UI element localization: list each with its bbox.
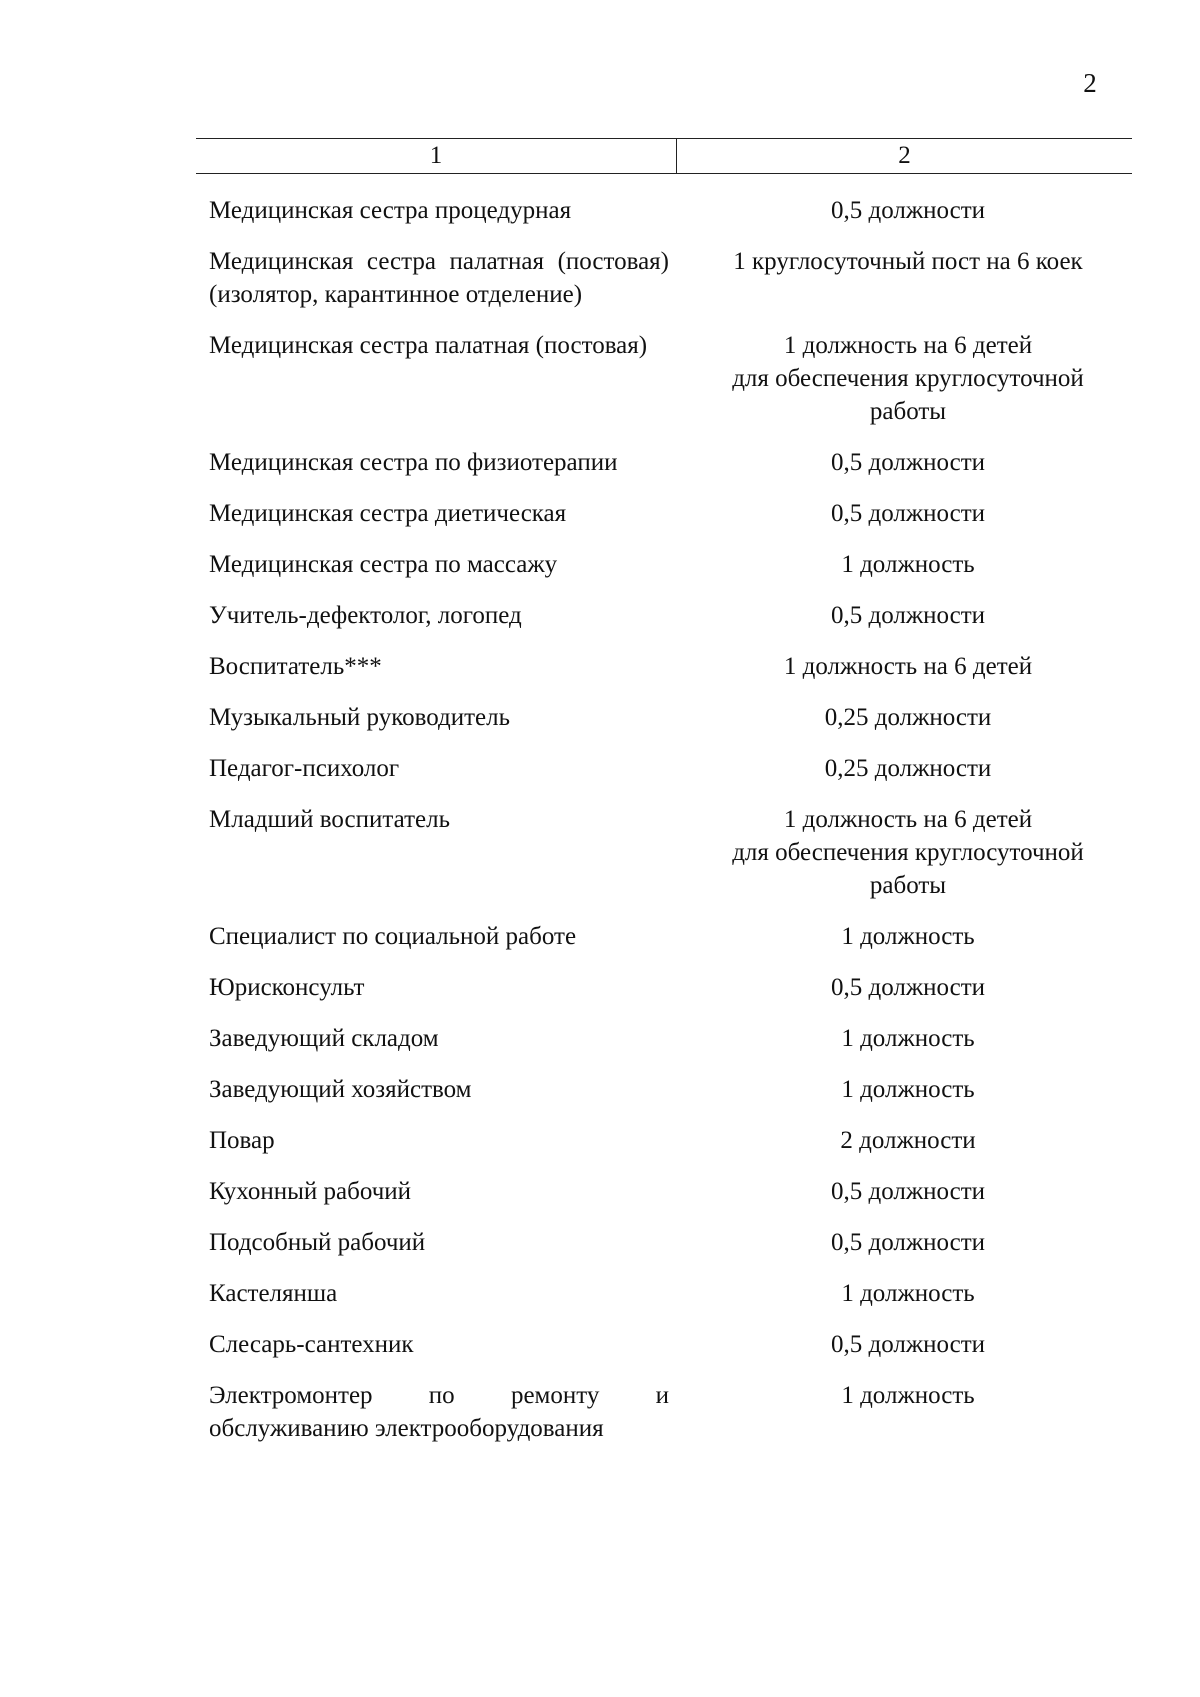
table-row bbox=[0, 803, 1200, 902]
norm-line: 0,25 должности bbox=[824, 704, 992, 731]
table-row bbox=[0, 920, 1200, 953]
header-column-1: 1 bbox=[429, 142, 443, 169]
norm-cell bbox=[703, 446, 1113, 479]
table-row bbox=[0, 752, 1200, 785]
position-cell: Медицинская сестра палатная (постовая) bbox=[209, 332, 648, 359]
position-cell: Электромонтер по ремонту и обслуживанию электрооборудования bbox=[209, 1382, 669, 1442]
norm-line: 0,5 должности bbox=[830, 197, 986, 224]
position-cell: Подсобный рабочий bbox=[209, 1229, 426, 1256]
position-cell: Юрисконсульт bbox=[209, 974, 365, 1001]
norm-line: 1 должность bbox=[841, 551, 975, 578]
position-cell: Специалист по социальной работе bbox=[209, 923, 577, 950]
norm-line: 0,5 должности bbox=[830, 500, 986, 527]
table-row bbox=[0, 1226, 1200, 1259]
table-row bbox=[0, 1379, 1200, 1445]
table-header bbox=[196, 138, 1132, 174]
position-cell: Медицинская сестра палатная (постовая) (изолятор, карантинное отделение) bbox=[209, 248, 669, 308]
table-row bbox=[0, 650, 1200, 683]
norm-line: 2 должности bbox=[840, 1127, 976, 1154]
norm-line: 1 круглосуточный пост на 6 коек bbox=[733, 248, 1083, 275]
norm-cell bbox=[703, 194, 1113, 227]
position-cell: Музыкальный руководитель bbox=[209, 704, 511, 731]
page-number: 2 bbox=[1083, 68, 1097, 98]
norm-cell bbox=[703, 1379, 1113, 1445]
table-row bbox=[0, 971, 1200, 1004]
norm-line: 1 должность bbox=[841, 1382, 975, 1409]
table-row bbox=[0, 1124, 1200, 1157]
norm-line: 0,5 должности bbox=[830, 449, 986, 476]
norm-line: 1 должность на 6 детей bbox=[783, 653, 1033, 680]
position-cell: Медицинская сестра по физиотерапии bbox=[209, 449, 618, 476]
norm-cell bbox=[703, 1175, 1113, 1208]
table-row bbox=[0, 194, 1200, 227]
table-row bbox=[0, 1022, 1200, 1055]
position-cell: Заведующий хозяйством bbox=[209, 1076, 472, 1103]
table-row bbox=[0, 599, 1200, 632]
norm-line: 0,5 должности bbox=[830, 974, 986, 1001]
position-cell: Кастелянша bbox=[209, 1280, 338, 1307]
norm-cell bbox=[703, 548, 1113, 581]
table-row bbox=[0, 701, 1200, 734]
norm-cell bbox=[703, 803, 1113, 902]
norm-line: работы bbox=[869, 872, 947, 899]
position-cell: Кухонный рабочий bbox=[209, 1178, 412, 1205]
norm-line: 1 должность bbox=[841, 1025, 975, 1052]
norm-cell bbox=[703, 1022, 1113, 1055]
table-row bbox=[0, 1277, 1200, 1310]
norm-cell bbox=[703, 1124, 1113, 1157]
norm-cell bbox=[703, 1226, 1113, 1259]
position-cell: Медицинская сестра по массажу bbox=[209, 551, 558, 578]
position-cell: Медицинская сестра процедурная bbox=[209, 197, 572, 224]
norm-line: 1 должность на 6 детей bbox=[783, 806, 1033, 833]
norm-line: работы bbox=[869, 398, 947, 425]
table-row bbox=[0, 1073, 1200, 1106]
norm-line: для обеспечения круглосуточной bbox=[732, 839, 1084, 866]
norm-cell bbox=[703, 701, 1113, 734]
position-cell: Повар bbox=[209, 1127, 275, 1154]
table-row bbox=[0, 1328, 1200, 1361]
table-row bbox=[0, 548, 1200, 581]
norm-cell bbox=[703, 971, 1113, 1004]
norm-cell bbox=[703, 245, 1113, 311]
norm-cell bbox=[703, 1277, 1113, 1310]
norm-line: для обеспечения круглосуточной bbox=[732, 365, 1084, 392]
table-body bbox=[0, 194, 1200, 1463]
position-cell: Медицинская сестра диетическая bbox=[209, 500, 567, 527]
table-row bbox=[0, 329, 1200, 428]
norm-cell bbox=[703, 1328, 1113, 1361]
norm-line: 1 должность bbox=[841, 1280, 975, 1307]
norm-cell bbox=[703, 329, 1113, 428]
norm-line: 1 должность на 6 детей bbox=[783, 332, 1033, 359]
norm-cell bbox=[703, 1073, 1113, 1106]
norm-line: 1 должность bbox=[841, 1076, 975, 1103]
position-cell: Воспитатель*** bbox=[209, 653, 382, 680]
table-row bbox=[0, 245, 1200, 311]
header-column-2: 2 bbox=[898, 142, 911, 169]
norm-cell bbox=[703, 650, 1113, 683]
norm-line: 0,5 должности bbox=[830, 1178, 986, 1205]
position-cell: Заведующий складом bbox=[209, 1025, 439, 1052]
position-cell: Учитель-дефектолог, логопед bbox=[209, 602, 522, 629]
norm-line: 0,5 должности bbox=[830, 1229, 986, 1256]
norm-cell bbox=[703, 497, 1113, 530]
position-cell: Младший воспитатель bbox=[209, 806, 450, 833]
norm-line: 0,5 должности bbox=[830, 1331, 986, 1358]
table-row bbox=[0, 446, 1200, 479]
norm-cell bbox=[703, 599, 1113, 632]
norm-cell bbox=[703, 752, 1113, 785]
table-row bbox=[0, 497, 1200, 530]
position-cell: Педагог-психолог bbox=[209, 755, 400, 782]
position-cell: Слесарь-сантехник bbox=[209, 1331, 414, 1358]
norm-line: 0,5 должности bbox=[830, 602, 986, 629]
norm-line: 1 должность bbox=[841, 923, 975, 950]
norm-line: 0,25 должности bbox=[824, 755, 992, 782]
norm-cell bbox=[703, 920, 1113, 953]
table-row bbox=[0, 1175, 1200, 1208]
